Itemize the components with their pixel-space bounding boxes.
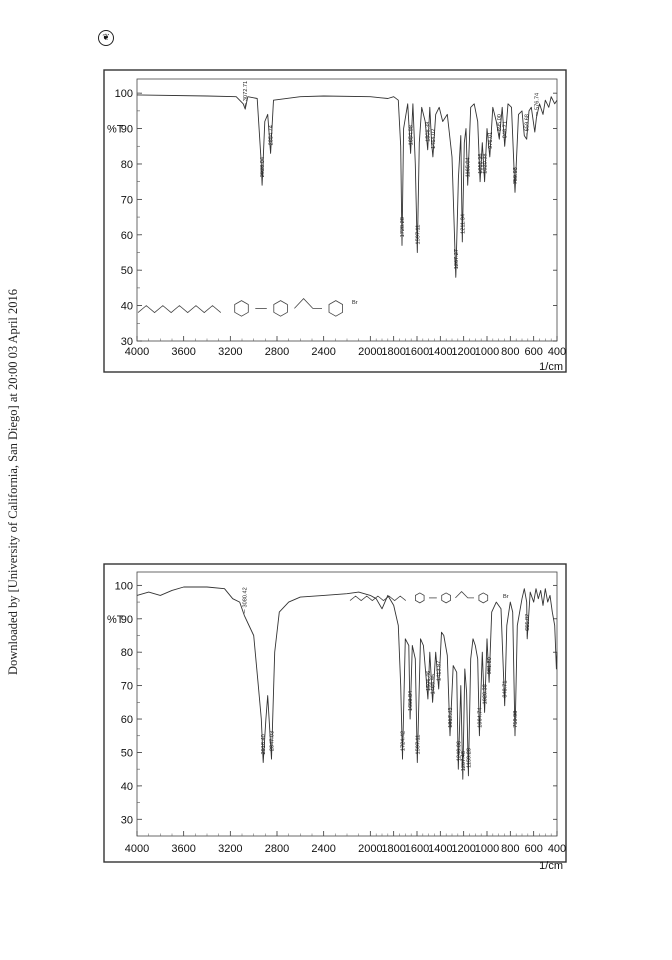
peak-label: 1246.06 [456,740,463,762]
peak-label: 655.82 [525,613,532,631]
x-tick-label: 1000 [474,843,500,855]
peak-label: 1020.38 [482,684,489,705]
peak-label: 1724.42 [400,730,407,752]
x-tick-label: 3200 [218,843,243,855]
x-tick-label: 2400 [311,346,336,358]
peak-label: 1159.28 [466,748,473,768]
y-axis-label: %T [107,123,124,136]
y-tick-label: 100 [114,88,133,101]
y-tick-label: 60 [120,229,133,242]
x-tick-label: 400 [547,346,567,358]
x-tick-label: 1400 [428,346,453,358]
x-tick-label: 3200 [218,346,243,358]
peak-label: 848.71 [502,680,509,698]
peak-label: 1317.43 [447,707,454,728]
peak-label: 576.74 [534,92,541,110]
peak-label: 1508.38 [425,121,432,142]
peak-label: 981.80 [487,657,494,675]
peak-label: 1728.28 [400,217,407,238]
x-tick-label: 2800 [264,843,290,855]
spectrum-line [137,587,557,779]
y-tick-label: 90 [120,123,133,136]
y-tick-label: 80 [120,158,133,171]
x-tick-label: 2000 [358,346,383,358]
x-tick-label: 1800 [381,843,406,855]
peak-label: 1464.02 [430,128,437,149]
peak-label: 1207.48 [460,750,467,772]
benzene-ring [479,593,488,603]
y-tick-label: 40 [120,780,133,793]
peak-label: 1658.84 [408,690,415,712]
x-tick-label: 1400 [428,843,453,855]
x-tick-label: 2800 [264,346,290,358]
x-axis-units: 1/cm [539,860,563,872]
peak-label: 1654.98 [408,125,415,146]
x-tick-label: 400 [547,843,567,855]
y-tick-label: 30 [120,336,133,348]
peak-label: 848.71 [502,121,509,139]
publisher-logo-icon: ❦ [98,30,114,46]
peak-label: 2854.74 [268,125,275,146]
x-axis-units: 1/cm [539,361,563,373]
x-tick-label: 800 [501,346,520,358]
y-tick-label: 70 [120,680,133,693]
x-tick-label: 3600 [171,346,196,358]
x-tick-label: 600 [524,843,543,855]
x-tick-label: 600 [524,346,543,358]
y-tick-label: 50 [120,265,133,278]
bromine-label: Br [352,300,358,306]
y-tick-label: 30 [120,814,133,827]
peak-label: 1064.74 [477,707,484,728]
peak-label: 3072.71 [243,80,250,102]
y-axis-label: %T [107,613,124,626]
x-tick-label: 1000 [474,346,500,358]
peak-label: 2928.04 [260,156,267,178]
x-tick-label: 1200 [451,346,476,358]
peak-label: 659.68 [524,114,531,132]
peak-label: 1506.46 [425,670,432,691]
peak-label: 976.01 [487,131,494,149]
benzene-ring [442,593,451,603]
x-tick-label: 4000 [124,843,150,855]
y-tick-label: 40 [120,300,133,313]
peak-label: 1465.95 [430,674,437,695]
x-tick-label: 1600 [404,346,430,358]
download-notice: Downloaded by [University of California, San Diego] at 20:00 03 April 2016 [6,288,20,676]
peak-label: 1165.04 [465,157,472,178]
peak-label: 759.98 [513,710,520,728]
y-tick-label: 100 [114,580,133,593]
peak-label: 895.00 [497,114,504,132]
peak-label: 1597.11 [415,224,422,245]
peak-label: 1211.34 [460,214,467,234]
x-tick-label: 3600 [171,843,196,855]
peak-label: 3080.42 [242,587,249,608]
peak-label: 2918.40 [261,734,268,755]
x-tick-label: 800 [501,843,520,855]
peak-label: 1020.38 [482,153,489,174]
y-tick-label: 50 [120,747,133,760]
peak-label: 1597.11 [415,734,422,755]
x-tick-label: 2400 [311,843,336,855]
y-tick-label: 90 [120,613,133,626]
plot-area [137,572,557,836]
benzene-ring [415,593,424,603]
peak-label: 759.98 [513,167,520,185]
x-tick-label: 4000 [124,346,150,358]
enone-link [455,592,474,598]
x-tick-label: 1200 [451,843,476,855]
y-tick-label: 80 [120,647,133,660]
x-tick-label: 2000 [358,843,383,855]
peak-label: 1267.27 [453,249,460,270]
chart-frame [104,564,566,862]
y-tick-label: 60 [120,714,133,727]
peak-label: 1058.96 [478,153,485,174]
peak-label: 1413.87 [436,660,443,681]
peak-label: 2847.03 [269,730,276,752]
x-tick-label: 1800 [381,346,406,358]
alkyl-chain [350,596,406,601]
x-tick-label: 1600 [404,843,430,855]
bromine-label: Br [503,594,509,600]
y-tick-label: 70 [120,194,133,207]
